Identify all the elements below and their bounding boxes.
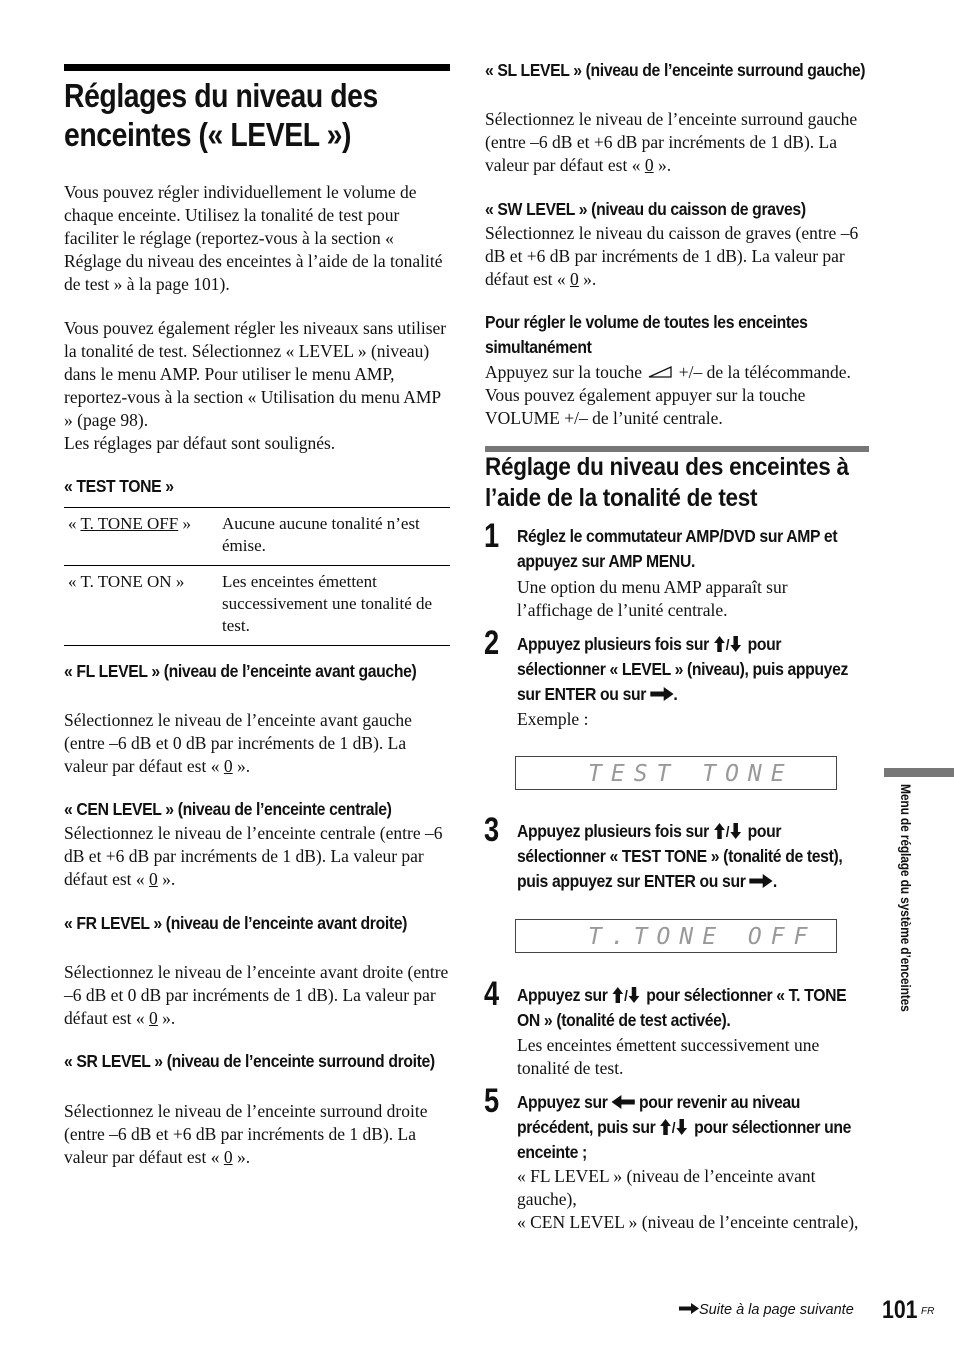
svg-text:/: / [725, 824, 729, 839]
intro-paragraph-2: Vous pouvez également régler les niveaux sans utiliser la tonalité de test. Sélectionnez « LEVEL » (niveau) dans le menu AMP. Pour utiliser le menu AMP, reportez-vous à la section « Utilisation du menu AMP » (page 98). [64, 318, 447, 430]
step-2-title: Appuyez plusieurs fois sur / pour sélectionner « LEVEL » (niveau), puis appuyez sur ENTER ou sur . [517, 634, 848, 704]
display-panel-tone-off [515, 919, 837, 953]
default-value: 0 [570, 269, 579, 289]
table-row: « T. TONE OFF » Aucune aucune tonalité n’est émise. [64, 508, 450, 565]
intro-paragraph-3: Les réglages par défaut sont soulignés. [64, 433, 336, 453]
sidebar-section-label: Menu de réglage du système d’enceintes [898, 784, 914, 1012]
section-title: Réglage du niveau des enceintes à l’aide de la tonalité de test [485, 453, 849, 512]
step-2-body: Exemple : [517, 709, 589, 729]
default-value: 0 [149, 1008, 158, 1028]
option: T. TONE ON [80, 572, 172, 591]
volume-wedge-icon [646, 362, 674, 376]
page-language: FR [921, 1306, 935, 1317]
step-4-body: Les enceintes émettent successivement une tonalité de test. [517, 1035, 820, 1078]
svg-text:/: / [624, 988, 628, 1003]
step-number: 3 [484, 811, 500, 849]
default-value: 0 [223, 1147, 233, 1167]
left-arrow-icon [612, 1091, 635, 1105]
page-number: 101 [882, 1296, 918, 1324]
option-description: Les enceintes émettent successivement une tonalité de test. [222, 572, 433, 635]
step-4-title: Appuyez sur / pour sélectionner « T. TONE ON » (tonalité de test activée). [517, 985, 847, 1030]
right-arrow-icon [650, 683, 673, 697]
svg-text:/: / [725, 637, 729, 652]
sl-level-text: Sélectionnez le niveau de l’enceinte surround gauche (entre –6 dB et +6 dB par incréments de 1 dB). La valeur par défaut est « 0 ». [485, 109, 858, 175]
right-arrow-icon [679, 1302, 699, 1313]
step-1-body: Une option du menu AMP apparaît sur l’affichage de l’unité centrale. [517, 577, 788, 620]
page-title: Réglages du niveau des enceintes (« LEVEL ») [64, 77, 378, 153]
test-tone-heading: « TEST TONE » [64, 476, 174, 496]
all-speakers-heading: Pour régler le volume de toutes les enceintes simultanément [485, 312, 808, 357]
display-text: TEST TONE [588, 761, 794, 787]
fr-level-heading: « FR LEVEL » (niveau de l’enceinte avant droite) [64, 913, 408, 933]
all-speakers-text: Appuyez sur la touche +/– de la télécommande. Vous pouvez également appuyer sur la touche VOLUME +/– de l’unité centrale. [485, 362, 851, 428]
display-text: T.TONE OFF [588, 924, 817, 950]
step-number: 4 [484, 975, 500, 1013]
svg-text:/: / [672, 1120, 676, 1135]
up-down-arrows-icon [713, 821, 744, 837]
default-option: T. TONE OFF [80, 514, 179, 533]
table-row: « T. TONE ON » Les enceintes émettent successivement une tonalité de test. [64, 565, 450, 645]
default-value: 0 [644, 155, 654, 175]
cen-level-text: Sélectionnez le niveau de l’enceinte centrale (entre –6 dB et +6 dB par incréments de 1 dB). La valeur par défaut est « 0 ». [64, 823, 443, 889]
step-3-title: Appuyez plusieurs fois sur / pour sélectionner « TEST TONE » (tonalité de test), puis appuyez sur ENTER ou sur . [517, 821, 843, 891]
fl-level-heading: « FL LEVEL » (niveau de l’enceinte avant gauche) [64, 661, 417, 681]
default-value: 0 [223, 756, 233, 776]
step-1-title: Réglez le commutateur AMP/DVD sur AMP et appuyez sur AMP MENU. [517, 526, 838, 571]
step-5-body-2: « CEN LEVEL » (niveau de l’enceinte centrale), [517, 1212, 859, 1232]
fr-level-text: Sélectionnez le niveau de l’enceinte avant droite (entre –6 dB et 0 dB par incréments de 1 dB). La valeur par défaut est « 0 ». [64, 962, 449, 1028]
sr-level-heading: « SR LEVEL » (niveau de l’enceinte surround droite) [64, 1051, 435, 1071]
sw-level-text: Sélectionnez le niveau du caisson de graves (entre –6 dB et +6 dB par incréments de 1 dB). La valeur par défaut est « 0 ». [485, 223, 859, 289]
step-number: 2 [484, 624, 500, 662]
up-down-arrows-icon [713, 634, 744, 650]
step-number: 1 [484, 517, 500, 555]
section-tab [884, 768, 954, 777]
fl-level-text: Sélectionnez le niveau de l’enceinte avant gauche (entre –6 dB et 0 dB par incréments de 1 dB). La valeur par défaut est « 0 ». [64, 710, 412, 776]
intro-paragraph-1: Vous pouvez régler individuellement le volume de chaque enceinte. Utilisez la tonalité de test pour faciliter le réglage (reportez-vous à la section « Réglage du niveau des enceintes à l’aide de la tonalité de test » à la page 101). [64, 182, 443, 294]
up-down-arrows-icon [659, 1117, 690, 1133]
continue-note: Suite à la page suivante [679, 1302, 854, 1318]
step-number: 5 [484, 1082, 500, 1120]
step-5-body-1: « FL LEVEL » (niveau de l’enceinte avant gauche), [517, 1166, 816, 1209]
test-tone-table [64, 507, 450, 646]
display-panel-test-tone [515, 756, 837, 790]
step-5-title: Appuyez sur pour revenir au niveau précédent, puis sur / pour sélectionner une enceinte ; [517, 1092, 852, 1162]
up-down-arrows-icon [612, 985, 643, 1001]
cen-level-heading: « CEN LEVEL » (niveau de l’enceinte centrale) [64, 799, 392, 819]
sw-level-heading: « SW LEVEL » (niveau du caisson de graves) [485, 199, 806, 219]
title-rule [64, 64, 450, 71]
sl-level-heading: « SL LEVEL » (niveau de l’enceinte surround gauche) [485, 60, 866, 80]
option-description: Aucune aucune tonalité n’est émise. [222, 514, 420, 555]
right-arrow-icon [749, 870, 772, 884]
default-value: 0 [149, 869, 158, 889]
sr-level-text: Sélectionnez le niveau de l’enceinte surround droite (entre –6 dB et +6 dB par incréments de 1 dB). La valeur par défaut est « 0 ». [64, 1101, 428, 1167]
